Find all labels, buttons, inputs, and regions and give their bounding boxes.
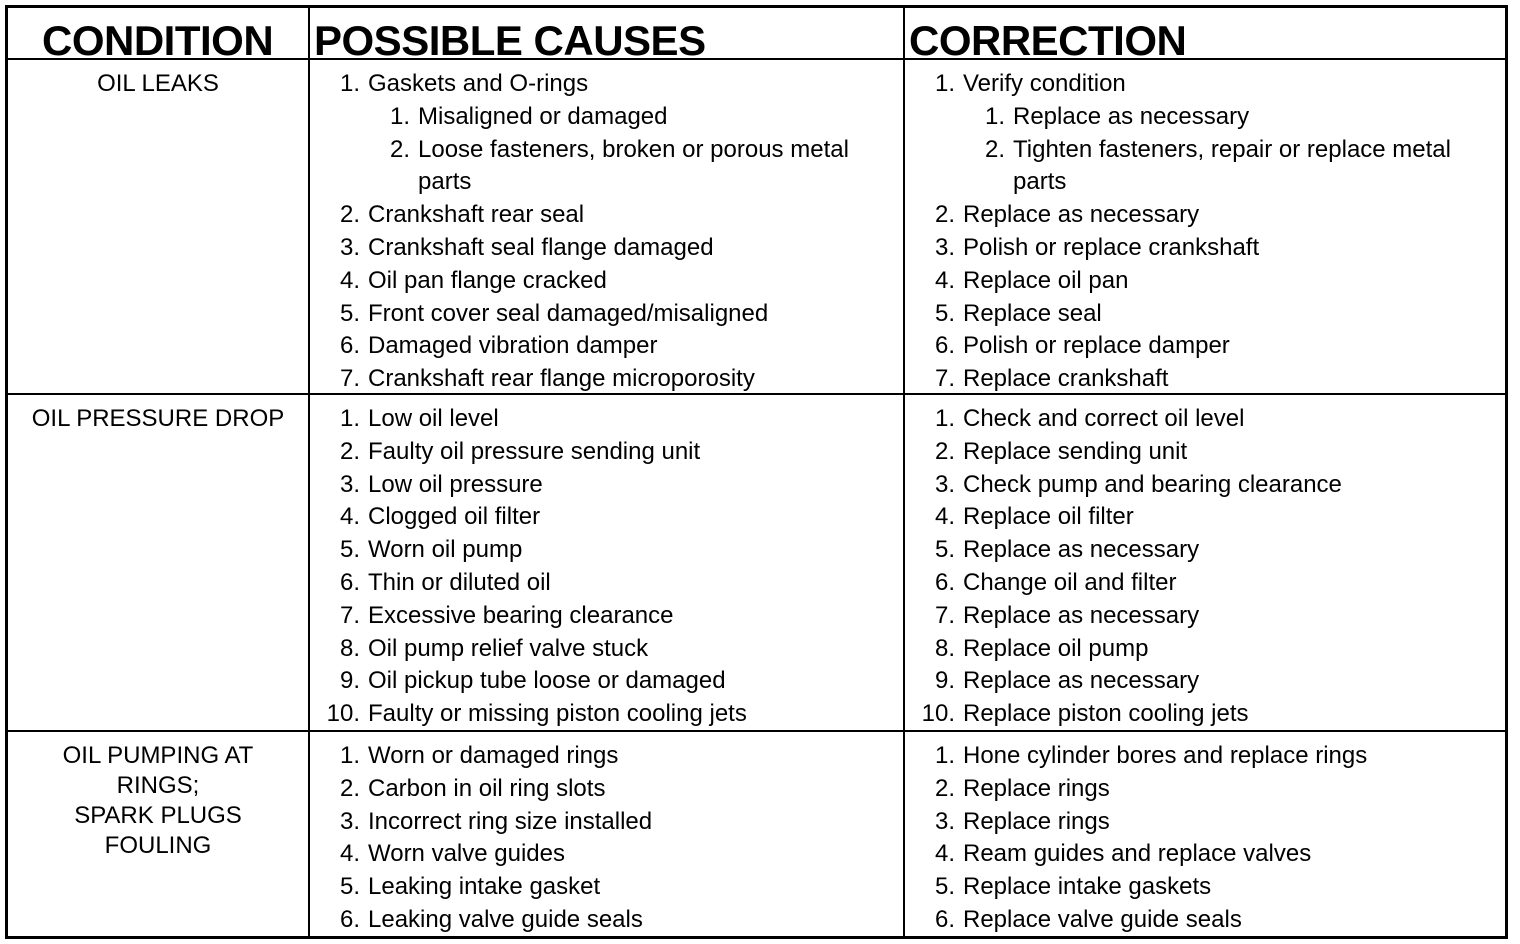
- header-correction: CORRECTION: [909, 17, 1187, 64]
- item-text: Crankshaft rear seal: [368, 201, 585, 229]
- item-text: Oil pump relief valve stuck: [368, 634, 649, 662]
- item-text: Low oil pressure: [368, 470, 543, 498]
- item-number: 9.: [339, 667, 360, 695]
- item-text: Check pump and bearing clearance: [963, 470, 1342, 498]
- item-text: Polish or replace crankshaft: [963, 234, 1260, 261]
- item-text: parts: [418, 168, 472, 196]
- item-number: 6.: [339, 332, 360, 360]
- item-text: Front cover seal damaged/misaligned: [368, 299, 769, 327]
- item-text: Replace valve guide seals: [963, 906, 1242, 933]
- item-text: Worn or damaged rings: [368, 742, 619, 769]
- item-number: 2.: [934, 201, 955, 229]
- item-number: 5.: [339, 873, 360, 901]
- item-number: 7.: [339, 601, 360, 629]
- condition-line: OIL PRESSURE DROP: [31, 405, 285, 432]
- item-text: Replace crankshaft: [963, 365, 1169, 393]
- diagnosis-table: [5, 5, 1508, 939]
- item-text: Damaged vibration damper: [368, 332, 658, 360]
- item-number: 6.: [339, 569, 360, 596]
- condition-line: OIL PUMPING AT: [62, 742, 254, 769]
- condition-cell: [8, 69, 308, 99]
- item-text: Gaskets and O-rings: [368, 70, 589, 97]
- item-number: 4.: [934, 503, 955, 531]
- condition-line: OIL LEAKS: [97, 70, 219, 97]
- item-text: Replace sending unit: [963, 437, 1188, 465]
- item-text: Crankshaft seal flange damaged: [368, 234, 714, 261]
- item-text: Change oil and filter: [963, 569, 1177, 596]
- row-divider: [8, 393, 1505, 395]
- item-number: 4.: [934, 840, 955, 868]
- item-number: 4.: [339, 266, 360, 294]
- item-number: 2.: [984, 135, 1005, 163]
- condition-line: SPARK PLUGS: [74, 802, 242, 829]
- item-number: 5.: [339, 299, 360, 327]
- item-number: 5.: [339, 536, 360, 564]
- item-text: Worn oil pump: [368, 536, 523, 564]
- item-text: parts: [1013, 168, 1067, 196]
- item-number: 9.: [934, 667, 955, 695]
- item-text: Incorrect ring size installed: [368, 807, 653, 835]
- item-text: Worn valve guides: [368, 840, 565, 868]
- item-number: 2.: [339, 437, 360, 465]
- item-text: Clogged oil filter: [368, 503, 541, 531]
- item-number: 1.: [339, 70, 360, 97]
- item-text: Excessive bearing clearance: [368, 601, 674, 629]
- condition-line: RINGS;: [116, 772, 200, 799]
- item-text: Oil pan flange cracked: [368, 266, 607, 294]
- item-number: 4.: [339, 503, 360, 531]
- item-number: 7.: [339, 365, 360, 393]
- column-divider: [903, 8, 905, 936]
- item-number: 6.: [934, 332, 955, 360]
- item-text: Check and correct oil level: [963, 405, 1245, 432]
- item-number: 5.: [934, 873, 955, 901]
- condition-line: FOULING: [104, 832, 212, 859]
- item-text: Leaking valve guide seals: [368, 906, 643, 933]
- item-number: 3.: [339, 807, 360, 835]
- item-number: 1.: [934, 70, 955, 97]
- item-number: 10.: [921, 700, 955, 728]
- item-text: Replace as necessary: [963, 536, 1200, 564]
- item-text: Verify condition: [963, 70, 1126, 97]
- item-number: 3.: [339, 470, 360, 498]
- item-number: 1.: [984, 102, 1005, 130]
- condition-cell: [8, 404, 308, 434]
- item-number: 3.: [339, 234, 360, 261]
- item-number: 5.: [934, 536, 955, 564]
- item-text: Replace oil pan: [963, 266, 1129, 294]
- item-number: 7.: [934, 601, 955, 629]
- item-number: 1.: [339, 405, 360, 432]
- item-number: 1.: [934, 405, 955, 432]
- header-possible-causes: POSSIBLE CAUSES: [314, 17, 706, 64]
- item-text: Faulty or missing piston cooling jets: [368, 700, 747, 728]
- item-number: 6.: [339, 906, 360, 933]
- item-number: 2.: [934, 774, 955, 802]
- item-number: 1.: [934, 742, 955, 769]
- item-text: Loose fasteners, broken or porous metal: [418, 135, 849, 163]
- item-text: Replace as necessary: [963, 601, 1200, 629]
- item-number: 2.: [339, 201, 360, 229]
- item-number: 5.: [934, 299, 955, 327]
- item-text: Replace intake gaskets: [963, 873, 1212, 901]
- item-number: 4.: [934, 266, 955, 294]
- column-divider: [308, 8, 310, 936]
- item-number: 4.: [339, 840, 360, 868]
- item-text: Low oil level: [368, 405, 499, 432]
- item-text: Carbon in oil ring slots: [368, 774, 606, 802]
- item-text: Tighten fasteners, repair or replace metal: [1013, 135, 1451, 163]
- item-text: Hone cylinder bores and replace rings: [963, 742, 1368, 769]
- item-text: Replace as necessary: [963, 201, 1200, 229]
- item-number: 8.: [339, 634, 360, 662]
- item-text: Oil pickup tube loose or damaged: [368, 667, 726, 695]
- item-text: Faulty oil pressure sending unit: [368, 437, 701, 465]
- item-text: Replace oil pump: [963, 634, 1149, 662]
- item-number: 2.: [339, 774, 360, 802]
- item-number: 3.: [934, 234, 955, 261]
- item-text: Replace as necessary: [963, 667, 1200, 695]
- item-text: Leaking intake gasket: [368, 873, 601, 901]
- item-number: 10.: [326, 700, 360, 728]
- item-text: Ream guides and replace valves: [963, 840, 1312, 868]
- item-text: Replace rings: [963, 807, 1110, 835]
- item-text: Misaligned or damaged: [418, 102, 668, 130]
- item-number: 8.: [934, 634, 955, 662]
- item-text: Replace oil filter: [963, 503, 1134, 531]
- item-text: Replace piston cooling jets: [963, 700, 1249, 728]
- header-condition: CONDITION: [42, 17, 274, 64]
- item-text: Crankshaft rear flange microporosity: [368, 365, 755, 393]
- item-number: 6.: [934, 906, 955, 933]
- item-text: Replace as necessary: [1013, 102, 1250, 130]
- row-divider: [8, 730, 1505, 732]
- item-number: 3.: [934, 470, 955, 498]
- item-number: 3.: [934, 807, 955, 835]
- item-text: Polish or replace damper: [963, 332, 1230, 360]
- item-number: 2.: [934, 437, 955, 465]
- item-number: 1.: [339, 742, 360, 769]
- item-text: Replace rings: [963, 774, 1110, 802]
- item-number: 6.: [934, 569, 955, 596]
- item-number: 7.: [934, 365, 955, 393]
- condition-cell: [8, 741, 308, 861]
- item-text: Replace seal: [963, 299, 1102, 327]
- item-number: 2.: [389, 135, 410, 163]
- item-number: 1.: [389, 102, 410, 130]
- item-text: Thin or diluted oil: [368, 569, 551, 596]
